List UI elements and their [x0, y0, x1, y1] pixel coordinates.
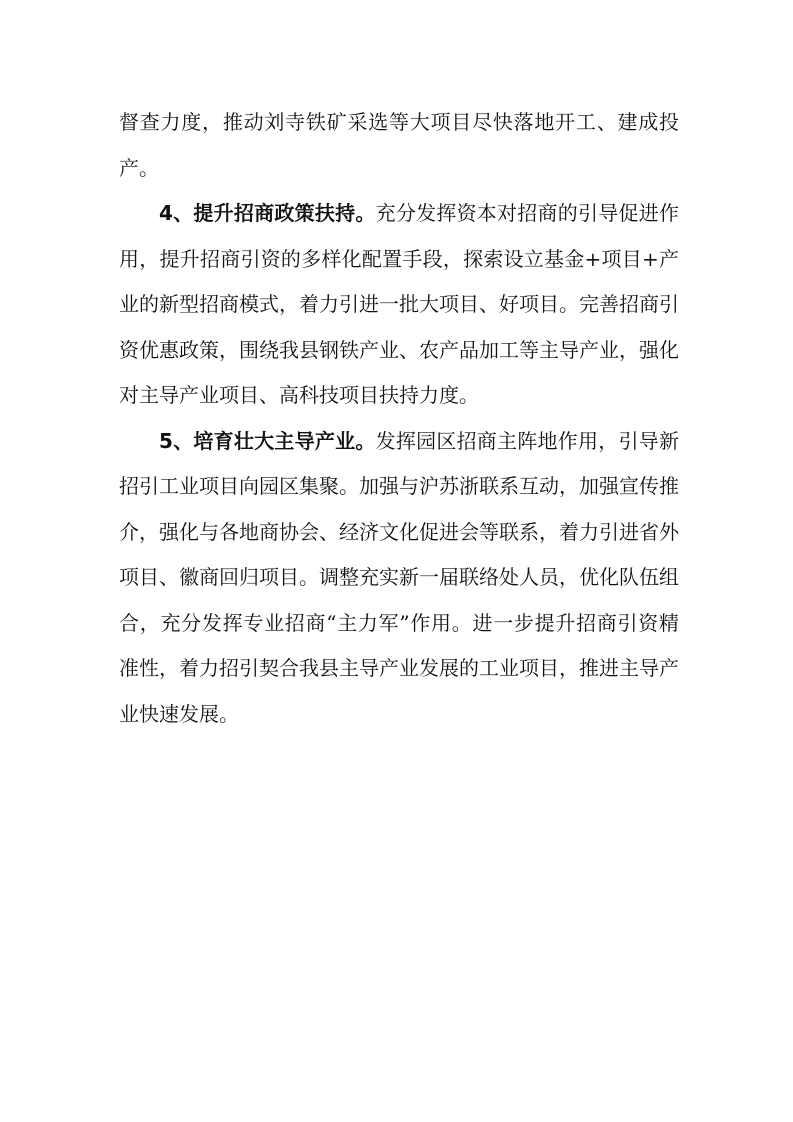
- paragraph-text: 发挥园区招商主阵地作用，引导新招引工业项目向园区集聚。加强与沪苏浙联系互动，加强宣传推介，强化与各地商协会、经济文化促进会等联系，着力引进省外项目、徽商回归项目。调整充实新一届联络处人员，优化队伍组合，充分发挥专业招商“主力军”作用。进一步提升招商引资精准性，着力招引契合我县主导产业发展的工业项目，推进主导产业快速发展。: [119, 428, 679, 726]
- paragraph-text: 督查力度，推动刘寺铁矿采选等大项目尽快落地开工、建成投产。: [119, 110, 679, 180]
- paragraph-heading: 4、提升招商政策扶持。: [159, 201, 376, 225]
- paragraph-text: 充分发挥资本对招商的引导促进作用，提升招商引资的多样化配置手段，探索设立基金+项目+产业的新型招商模式，着力引进一批大项目、好项目。完善招商引资优惠政策，围绕我县钢铁产业、农产品加工等主导产业，强化对主导产业项目、高科技项目扶持力度。: [119, 201, 679, 407]
- paragraph-item-4: [119, 191, 679, 419]
- paragraph-item-5: [119, 419, 679, 738]
- paragraph-continuation: [119, 100, 679, 191]
- document-body: [119, 100, 679, 737]
- paragraph-heading: 5、培育壮大主导产业。: [159, 428, 376, 453]
